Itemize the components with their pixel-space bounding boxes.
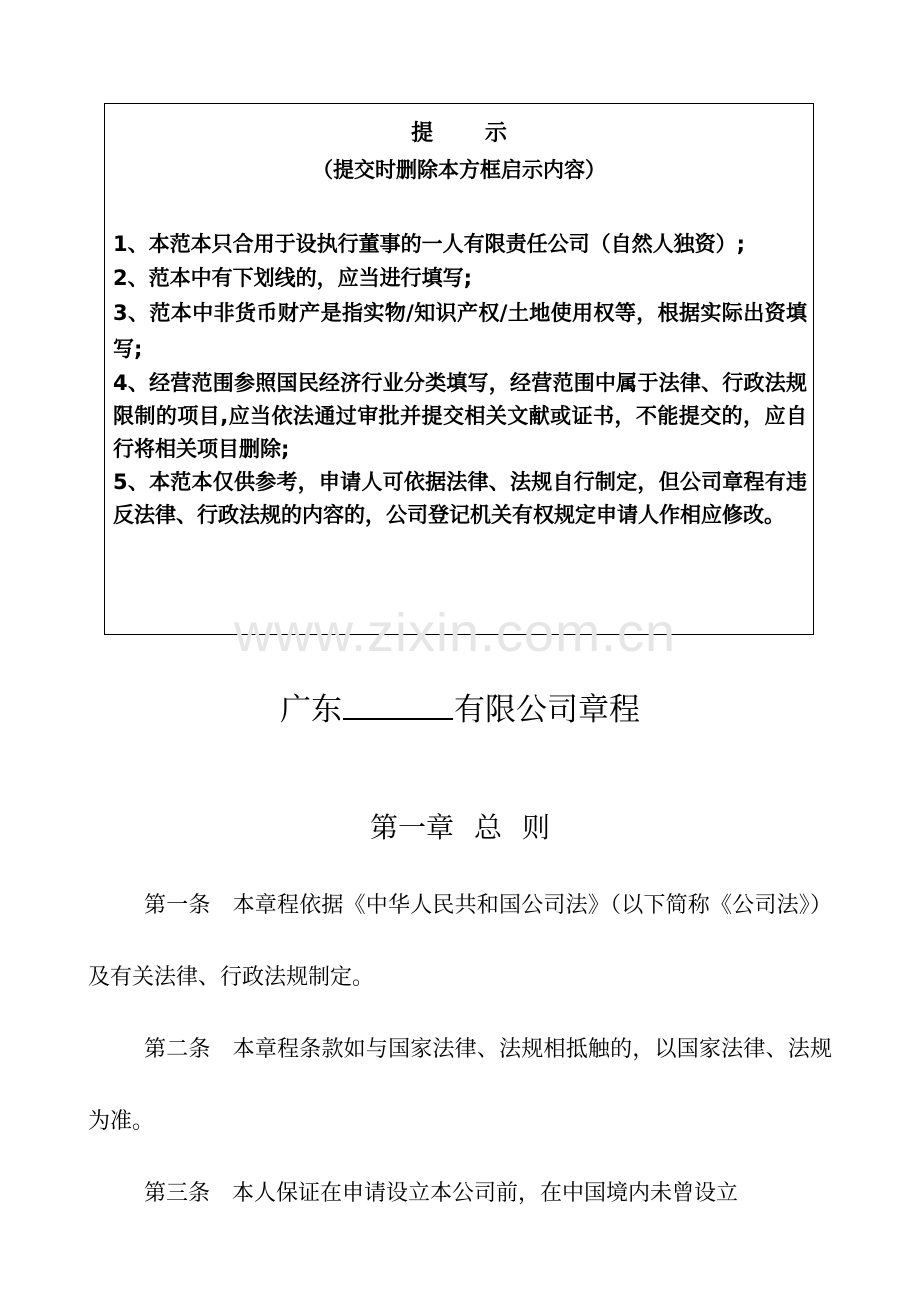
chapter-name: 总 xyxy=(473,811,502,844)
document-title xyxy=(0,684,920,729)
article-text: 本章程依据《中华人民共和国公司法》（以下简称《公司法》）及有关法律、行政法规制定。 xyxy=(88,893,832,990)
chapter-name: 则 xyxy=(522,811,551,844)
title-prefix: 广东 xyxy=(280,692,342,728)
article-label: 第二条 xyxy=(144,1037,211,1062)
fill-in-blank xyxy=(343,694,453,720)
article-label: 第三条 xyxy=(144,1181,211,1206)
watermark: www.zixin.com.cn xyxy=(234,603,677,663)
article-paragraph xyxy=(88,1158,832,1230)
chapter-number: 第一章 xyxy=(369,811,454,844)
article-paragraph xyxy=(88,1014,832,1158)
article-text: 本人保证在申请设立本公司前，在中国境内未曾设立 xyxy=(232,1181,739,1206)
notice-item: 3、范本中非货币财产是指实物/知识产权/土地使用权等，根据实际出资填写; xyxy=(113,301,807,361)
notice-item: 1、本范本只合用于设执行董事的一人有限责任公司（自然人独资）; xyxy=(113,232,746,256)
title-suffix: 有限公司章程 xyxy=(454,692,640,728)
notice-item: 4、经营范围参照国民经济行业分类填写，经营范围中属于法律、行政法规限制的项目,应当依法通过审批并提交相关文献或证书，不能提交的，应自行将相关项目删除; xyxy=(113,371,807,461)
chapter-heading xyxy=(0,806,920,846)
notice-item: 2、范本中有下划线的，应当进行填写; xyxy=(113,266,473,290)
article-label: 第一条 xyxy=(144,893,211,918)
notice-list xyxy=(113,226,807,532)
notice-box xyxy=(104,103,814,635)
article-text: 本章程条款如与国家法律、法规相抵触的，以国家法律、法规为准。 xyxy=(88,1037,832,1134)
article-paragraph xyxy=(88,870,832,1014)
notice-item: 5、本范本仅供参考，申请人可依据法律、法规自行制定，但公司章程有违反法律、行政法规的内容的，公司登记机关有权规定申请人作相应修改。 xyxy=(113,470,807,527)
notice-title: 提 示 xyxy=(411,121,529,146)
notice-subtitle: （提交时删除本方框启示内容） xyxy=(312,158,606,182)
article-body xyxy=(88,870,832,1230)
